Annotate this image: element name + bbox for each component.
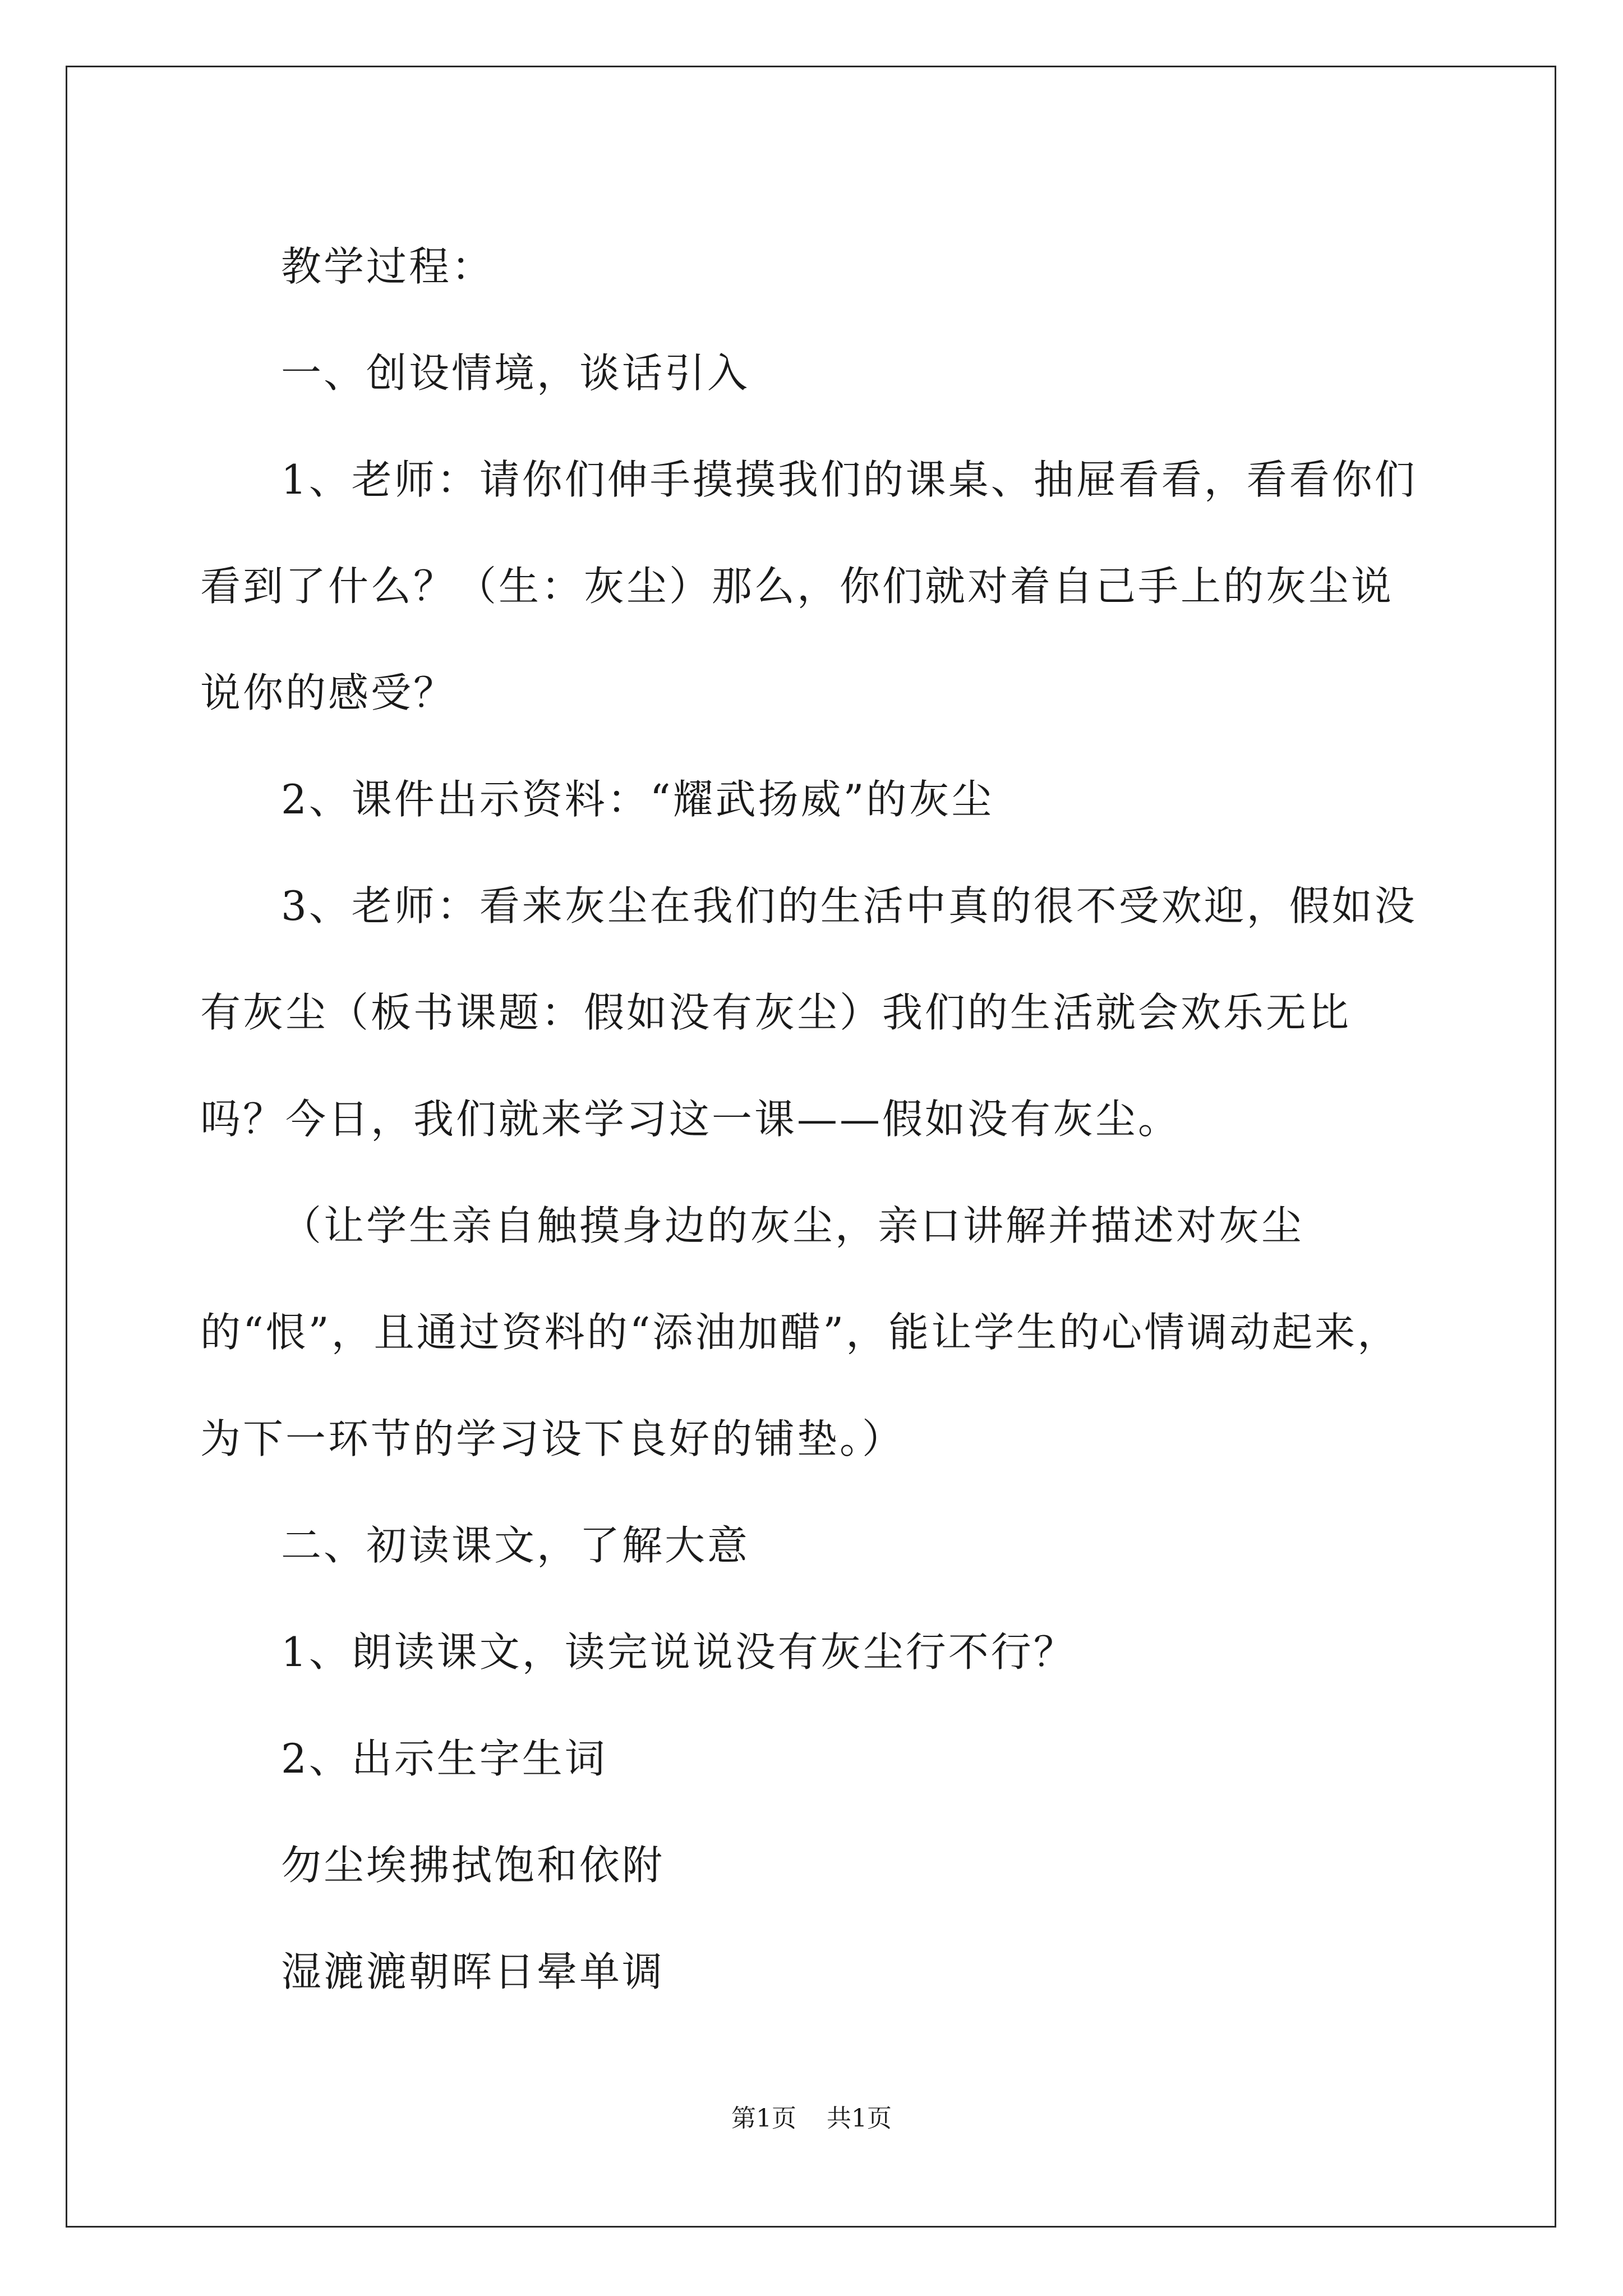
paragraph-courseware: 2、课件出示资料：“耀武扬威”的灰尘 bbox=[281, 776, 994, 823]
paragraph-note: （让学生亲自触摸身边的灰尘，亲口讲解并描述对灰尘的“恨”，且通过资料的“添油加醋”，能让学生的心情调动起来，为下一环节的学习设下良好的铺垫。） bbox=[200, 1202, 1400, 1462]
paragraph-teacher-3: 3、老师：看来灰尘在我们的生活中真的很不受欢迎，假如没有灰尘（板书课题：假如没有灰尘）我们的生活就会欢乐无比吗？今日，我们就来学习这一课——假如没有灰尘。 bbox=[200, 882, 1417, 1143]
paragraph-teacher-1: 1、老师：请你们伸手摸摸我们的课桌、抽屉看看，看看你们看到了什么？（生：灰尘）那么，你们就对着自己手上的灰尘说说你的感受？ bbox=[200, 456, 1417, 716]
vocab-line-2: 湿漉漉朝晖日晕单调 bbox=[281, 1948, 665, 1995]
paragraph-show-words: 2、出示生字生词 bbox=[281, 1735, 607, 1782]
page-total: 共1页 bbox=[827, 2104, 892, 2133]
section-heading-one: 一、创设情境，谈话引入 bbox=[281, 349, 750, 397]
section-heading-two: 二、初读课文，了解大意 bbox=[281, 1522, 750, 1569]
paragraph-read-text: 1、朗读课文，读完说说没有灰尘行不行？ bbox=[281, 1628, 1076, 1676]
document-body bbox=[200, 213, 1434, 2025]
page-footer bbox=[0, 2098, 1623, 2134]
vocab-line-1: 勿尘埃拂拭饱和依附 bbox=[281, 1842, 665, 1889]
page-number: 第1页 bbox=[731, 2104, 796, 2133]
section-heading-process: 教学过程： bbox=[281, 243, 495, 290]
